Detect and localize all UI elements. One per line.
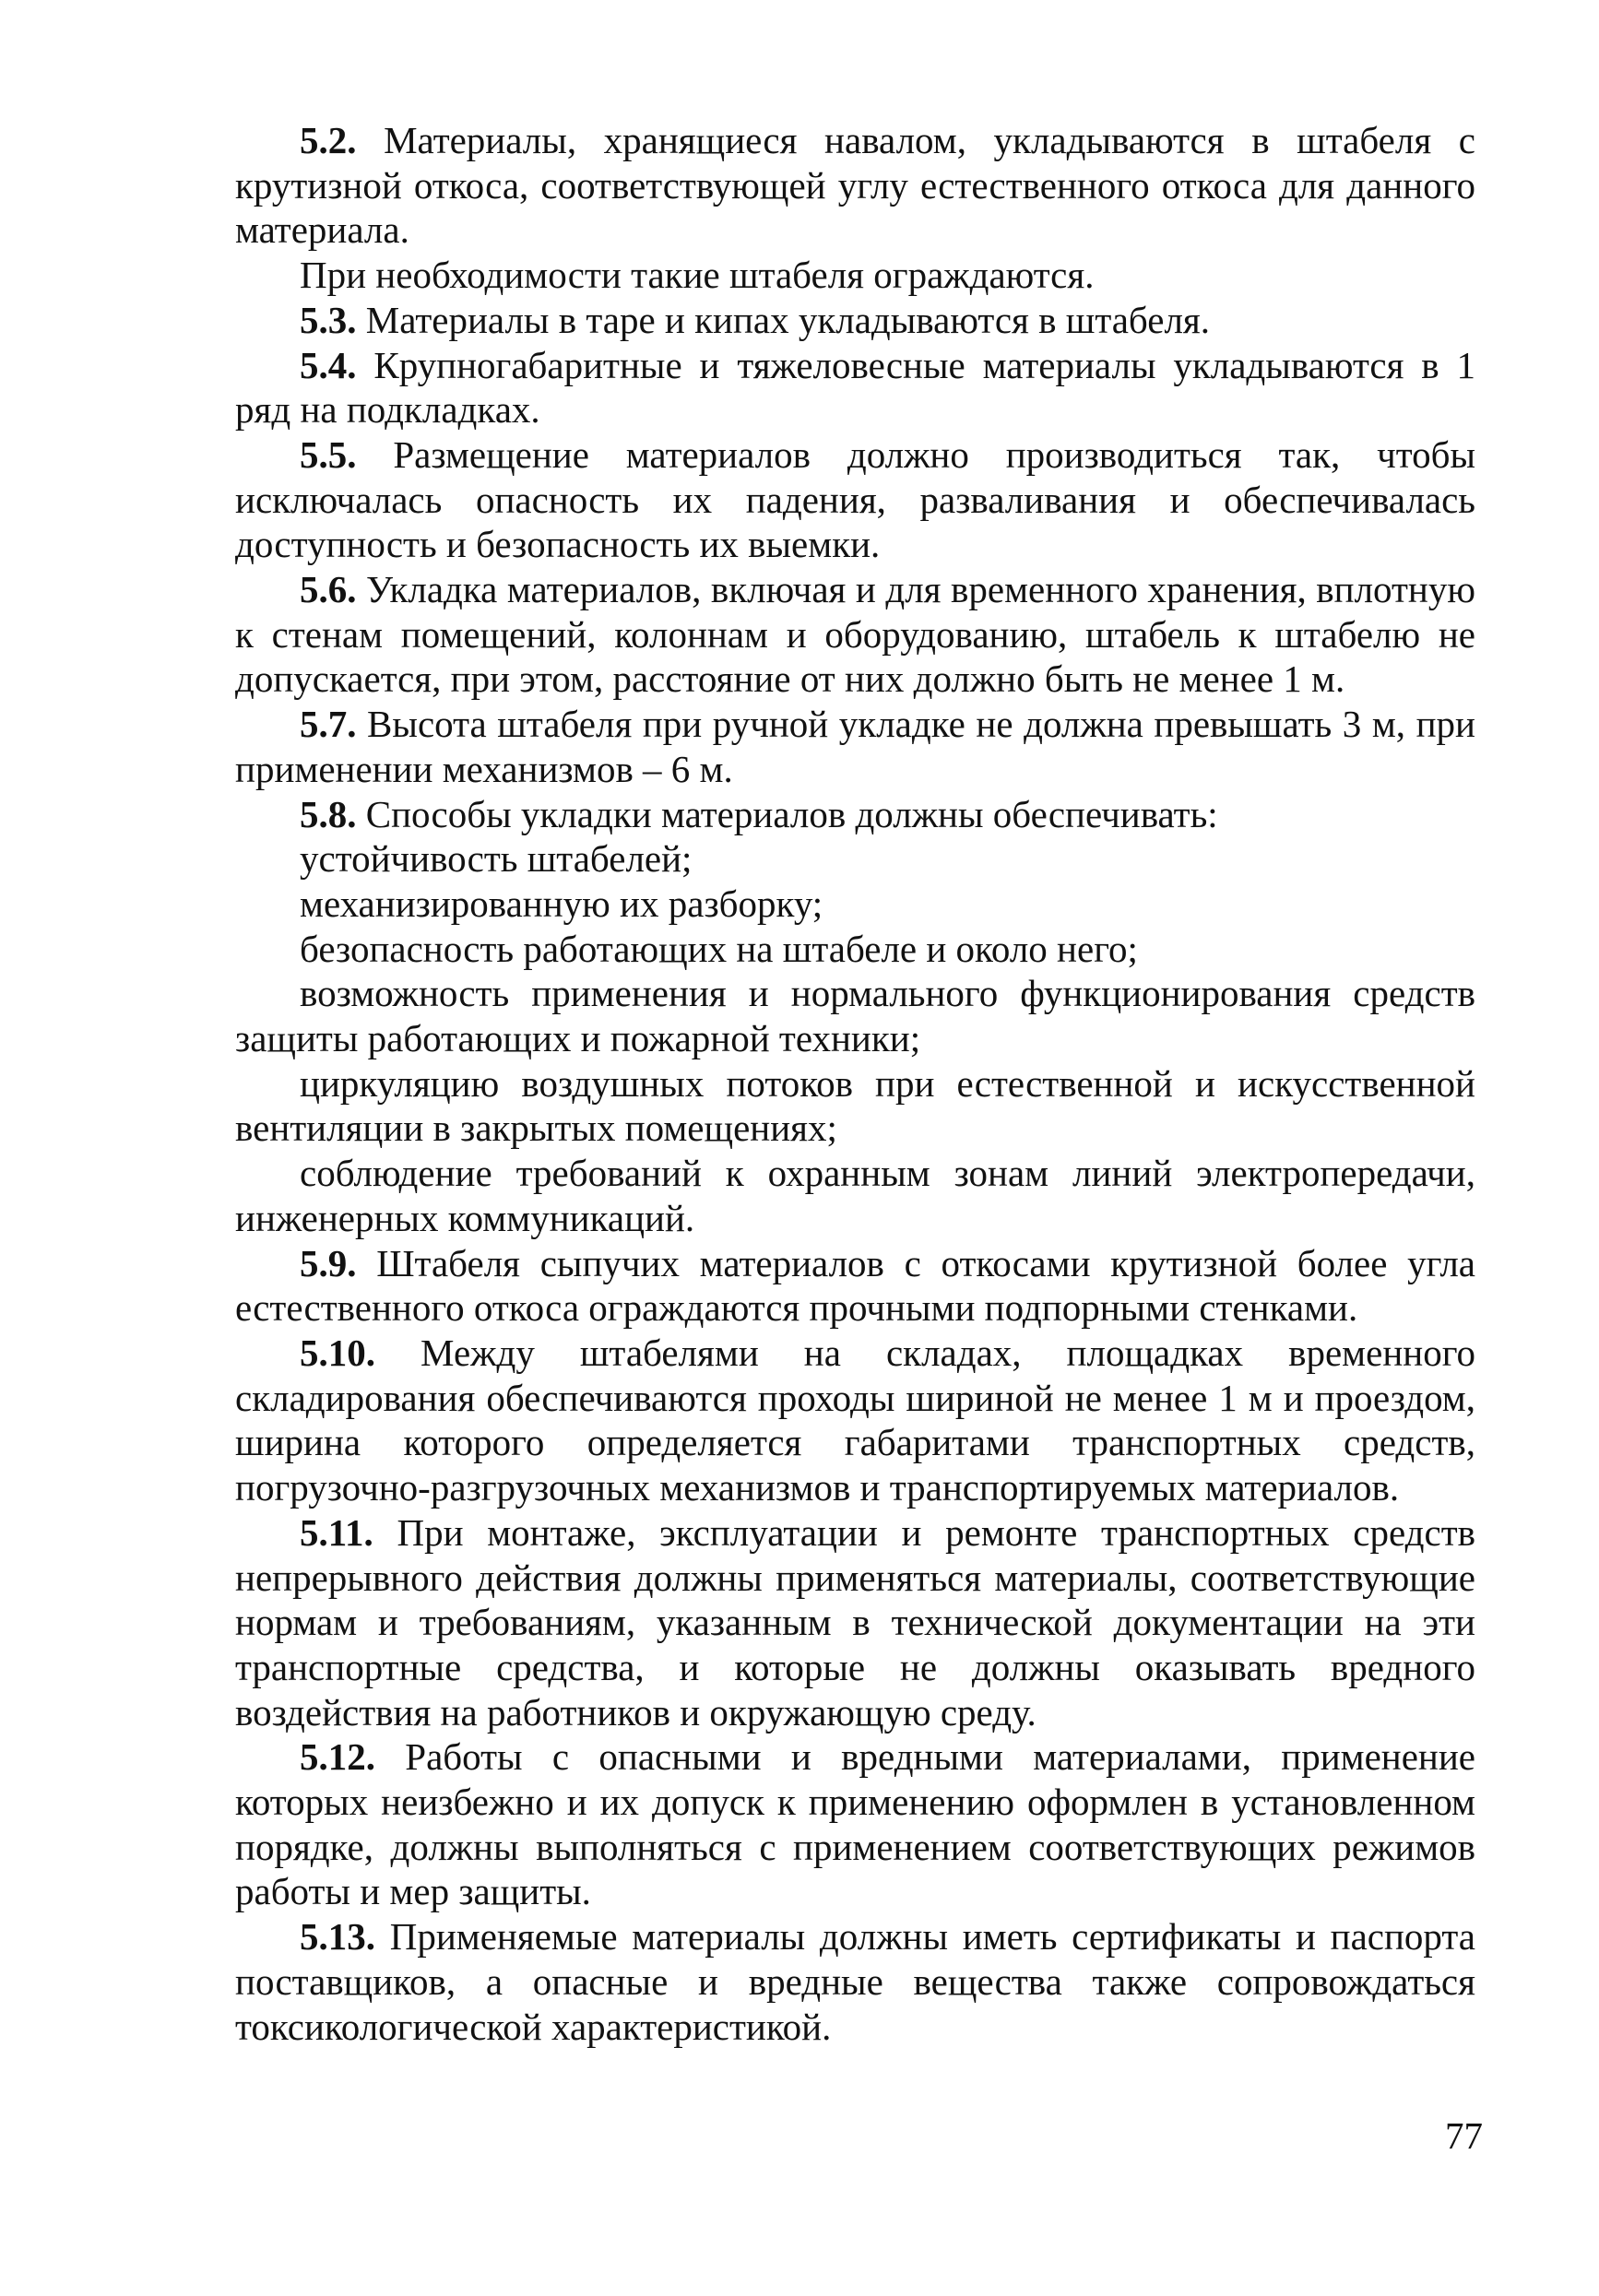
clause-number: 5.8. bbox=[300, 792, 357, 835]
paragraph-5-11 bbox=[235, 1510, 1475, 1735]
paragraph-5-6 bbox=[235, 567, 1475, 702]
paragraph-5-7 bbox=[235, 702, 1475, 791]
paragraph-text: Работы с опасными и вредными материалами, применение которых неизбежно и их допуск к применению оформлен в установленном порядке, должны выполняться с применением соответствующих режимов работы и мер защиты. bbox=[235, 1735, 1475, 1913]
list-item bbox=[235, 927, 1475, 972]
paragraph-text: Крупногабаритные и тяжеловесные материалы укладываются в 1 ряд на подкладках. bbox=[235, 343, 1475, 432]
page-number: 77 bbox=[1445, 2114, 1483, 2157]
clause-number: 5.4. bbox=[300, 343, 357, 386]
clause-number: 5.3. bbox=[300, 298, 357, 341]
paragraph-5-8 bbox=[235, 792, 1475, 837]
body-text bbox=[235, 118, 1475, 2049]
paragraph-5-9 bbox=[235, 1241, 1475, 1331]
clause-number: 5.2. bbox=[300, 119, 357, 161]
paragraph-text: соблюдение требований к охранным зонам линий электропередачи, инженерных коммуникаций. bbox=[235, 1152, 1475, 1239]
paragraph-text: При необходимости такие штабеля ограждаются. bbox=[300, 254, 1095, 297]
paragraph-text: Материалы, хранящиеся навалом, укладываются в штабеля с крутизной откоса, соответствующей углу естественного откоса для данного материала. bbox=[235, 119, 1475, 252]
paragraph-text: Укладка материалов, включая и для временного хранения, вплотную к стенам помещений, колоннам и оборудованию, штабель к штабелю не допускается, при этом, расстояние от них должно быть не менее 1 м. bbox=[235, 568, 1475, 701]
clause-number: 5.7. bbox=[300, 703, 357, 746]
paragraph-text: Способы укладки материалов должны обеспечивать: bbox=[356, 792, 1218, 835]
clause-number: 5.5. bbox=[300, 432, 357, 476]
clause-number: 5.12. bbox=[300, 1735, 375, 1779]
paragraph-5-10 bbox=[235, 1331, 1475, 1510]
list-item bbox=[235, 1061, 1475, 1151]
paragraph-text: Применяемые материалы должны иметь сертификаты и паспорта поставщиков, а опасные и вредные вещества также сопровождаться токсикологической характеристикой. bbox=[235, 1915, 1475, 2048]
list-item bbox=[235, 882, 1475, 927]
clause-number: 5.9. bbox=[300, 1241, 357, 1284]
list-item bbox=[235, 1151, 1475, 1240]
paragraph-text: циркуляцию воздушных потоков при естественной и искусственной вентиляции в закрытых помещениях; bbox=[235, 1061, 1475, 1150]
list-item bbox=[235, 836, 1475, 882]
paragraph-5-13 bbox=[235, 1914, 1475, 2049]
clause-number: 5.13. bbox=[300, 1915, 375, 1959]
paragraph-text: возможность применения и нормального функционирования средств защиты работающих и пожарной техники; bbox=[235, 972, 1475, 1060]
paragraph-text: Размещение материалов должно производиться так, чтобы исключалась опасность их падения, разваливания и обеспечивалась доступность и безопасность их выемки. bbox=[235, 432, 1475, 566]
paragraph-text: Материалы в таре и кипах укладываются в штабеля. bbox=[356, 298, 1211, 341]
paragraph-text: Между штабелями на складах, площадках временного складирования обеспечиваются проходы шириной не менее 1 м и проездом, ширина которого определяется габаритами транспортных средств, погрузочно-разгрузочных механизмов и транспортируемых материалов. bbox=[235, 1331, 1475, 1509]
list-item bbox=[235, 971, 1475, 1060]
clause-number: 5.11. bbox=[300, 1510, 373, 1554]
paragraph-text: безопасность работающих на штабеле и около него; bbox=[300, 927, 1138, 970]
paragraph-fencing-note bbox=[235, 253, 1475, 298]
paragraph-5-3 bbox=[235, 298, 1475, 343]
paragraph-text: устойчивость штабелей; bbox=[300, 837, 693, 881]
paragraph-5-12 bbox=[235, 1734, 1475, 1914]
paragraph-text: При монтаже, эксплуатации и ремонте транспортных средств непрерывного действия должны применяться материалы, соответствующие нормам и требованиям, указанным в технической документации на эти транспортные средства, и которые не должны оказывать вредного воздействия на работников и окружающую среду. bbox=[235, 1510, 1475, 1734]
clause-number: 5.10. bbox=[300, 1331, 375, 1374]
paragraph-5-5 bbox=[235, 432, 1475, 567]
paragraph-5-2 bbox=[235, 118, 1475, 253]
paragraph-5-4 bbox=[235, 343, 1475, 432]
clause-number: 5.6. bbox=[300, 568, 357, 611]
paragraph-text: Штабеля сыпучих материалов с откосами крутизной более угла естественного откоса ограждаются прочными подпорными стенками. bbox=[235, 1241, 1475, 1330]
paragraph-text: Высота штабеля при ручной укладке не должна превышать 3 м, при применении механизмов – 6 м. bbox=[235, 703, 1475, 790]
paragraph-text: механизированную их разборку; bbox=[300, 882, 823, 925]
